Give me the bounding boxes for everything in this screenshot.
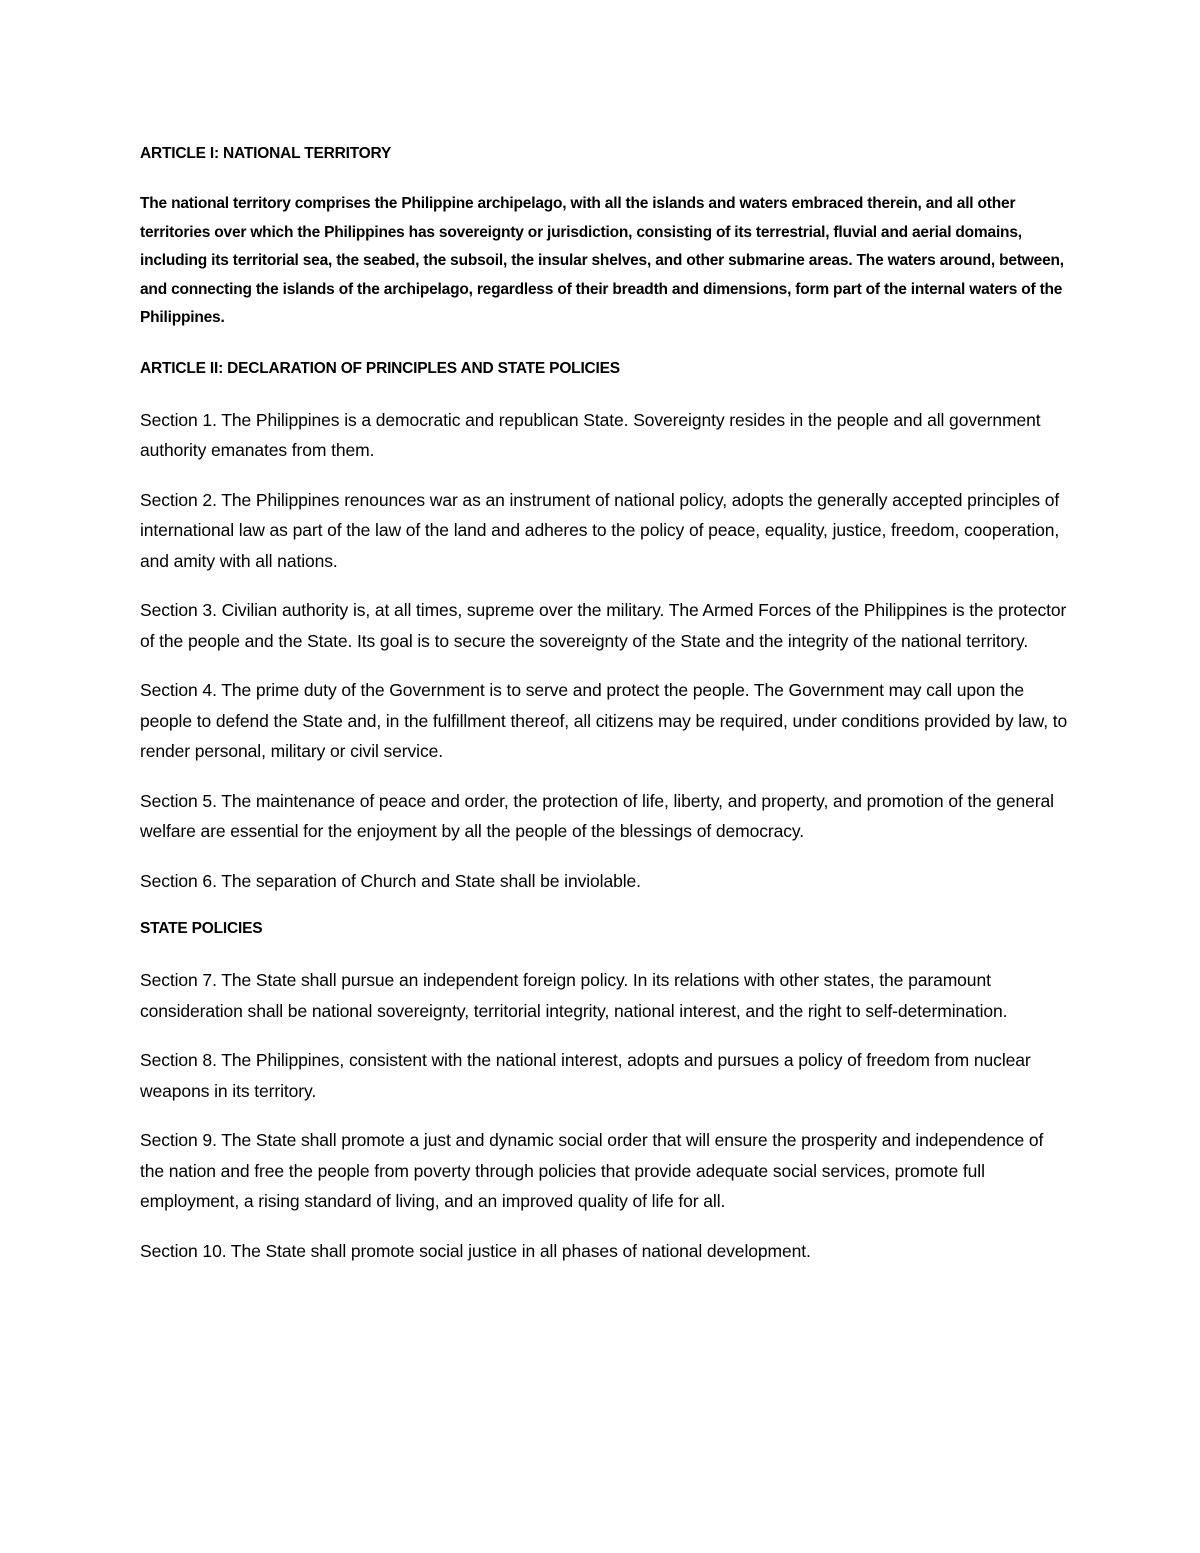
section-7: Section 7. The State shall pursue an independent foreign policy. In its relations with other states, the paramount consideration shall be national sovereignty, territorial integrity, national interest, and the right to self-determination. [140, 970, 1008, 1021]
article-1-text: The national territory comprises the Philippine archipelago, with all the islands and waters embraced therein, and all other territories over which the Philippines has sovereignty or jurisdiction, consisting of its terrestrial, fluvial and aerial domains, including its territorial sea, the seabed, the subsoil, the insular shelves, and other submarine areas. The waters around, between, and connecting the islands of the archipelago, regardless of their breadth and dimensions, form part of the internal waters of the Philippines. [140, 195, 1064, 326]
section-3: Section 3. Civilian authority is, at all times, supreme over the military. The Armed Forces of the Philippines is the protector of the people and the State. Its goal is to secure the sovereignty of the State and the integrity of the national territory. [140, 600, 1067, 651]
section-9: Section 9. The State shall promote a just and dynamic social order that will ensure the prosperity and independence of the nation and free the people from poverty through policies that provide adequate social services, promote full employment, a rising standard of living, and an improved quality of life for all. [140, 1130, 1044, 1211]
section-10: Section 10. The State shall promote social justice in all phases of national development. [140, 1240, 811, 1261]
article-1-heading: ARTICLE I: NATIONAL TERRITORY [140, 145, 392, 162]
section-5: Section 5. The maintenance of peace and order, the protection of life, liberty, and property, and promotion of the general welfare are essential for the enjoyment by all the people of the blessings of democracy. [140, 790, 1054, 841]
section-8: Section 8. The Philippines, consistent with the national interest, adopts and pursues a policy of freedom from nuclear weapons in its territory. [140, 1050, 1031, 1101]
section-4: Section 4. The prime duty of the Government is to serve and protect the people. The Government may call upon the people to defend the State and, in the fulfillment thereof, all citizens may be required, under conditions provided by law, to render personal, military or civil service. [140, 680, 1068, 761]
section-1: Section 1. The Philippines is a democratic and republican State. Sovereignty resides in the people and all government authority emanates from them. [140, 409, 1041, 460]
section-2: Section 2. The Philippines renounces war as an instrument of national policy, adopts the generally accepted principles of international law as part of the law of the land and adheres to the policy of peace, equality, justice, freedom, cooperation, and amity with all nations. [140, 489, 1060, 571]
state-policies-heading: STATE POLICIES [140, 920, 263, 937]
section-6: Section 6. The separation of Church and State shall be inviolable. [140, 870, 641, 891]
document-page [140, 140, 1070, 1285]
article-2-heading: ARTICLE II: DECLARATION OF PRINCIPLES AND STATE POLICIES [140, 359, 620, 377]
